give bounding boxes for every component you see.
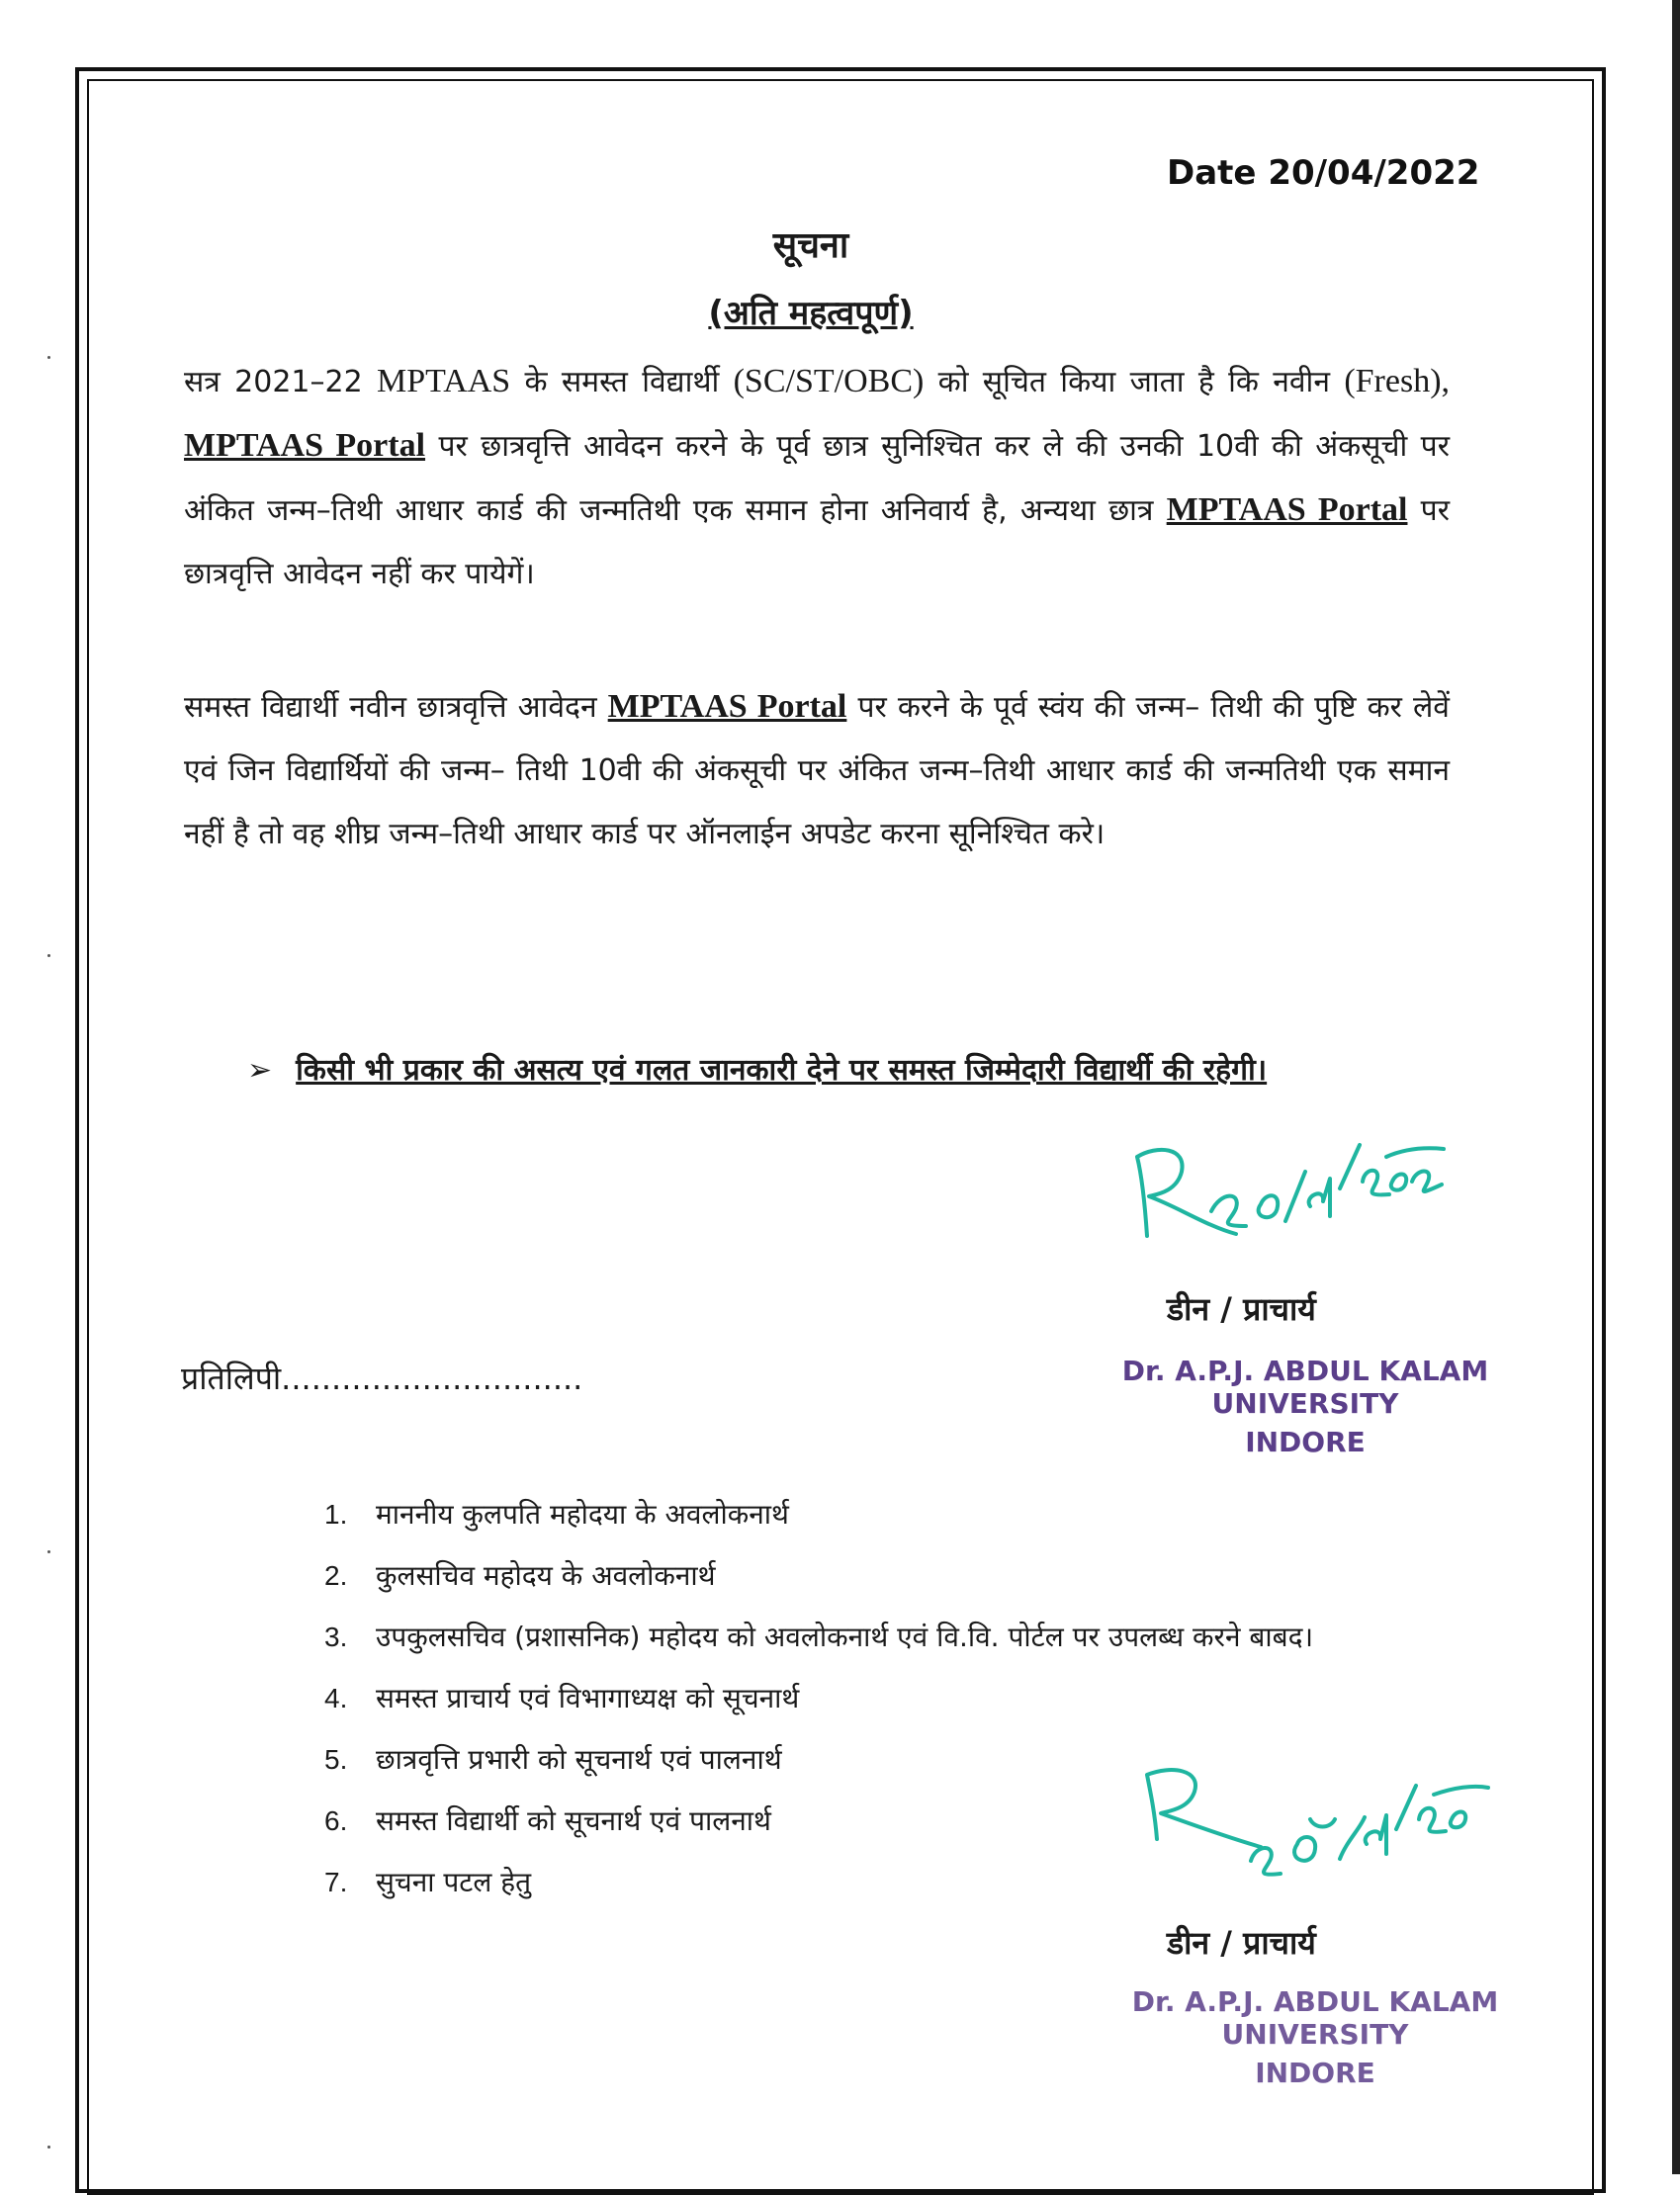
list-item: 2. कुलसचिव महोदय के अवलोकनार्थ	[324, 1559, 716, 1592]
arrow-bullet-icon: ➢	[247, 1053, 273, 1088]
list-item: 4. समस्त प्राचार्य एवं विभागाध्यक्ष को सूचनार्थ	[324, 1682, 800, 1714]
p1-text: सत्र 2021–22	[184, 365, 378, 399]
scan-speck	[47, 2146, 50, 2149]
scan-edge	[1672, 0, 1680, 2174]
stamp-city: INDORE	[1245, 1426, 1366, 1458]
stamp-university-name: Dr. A.P.J. ABDUL KALAM UNIVERSITY	[1121, 1355, 1489, 1420]
handwritten-signature	[1127, 1127, 1463, 1285]
notice-paragraph-2	[184, 675, 1450, 866]
notice-date: Date 20/04/2022	[1167, 153, 1480, 193]
copy-to-label: प्रतिलिपी..............................	[181, 1360, 583, 1397]
scan-speck	[47, 954, 50, 957]
notice-subtitle: (अति महत्वपूर्ण)	[708, 294, 914, 333]
list-item: 3. उपकुलसचिव (प्रशासनिक) महोदय को अवलोकनार्थ एवं वि.वि. पोर्टल पर उपलब्ध करने बाबद।	[324, 1621, 1314, 1653]
university-stamp	[1048, 1355, 1562, 1458]
p2-portal-name: MPTAAS Portal	[607, 688, 847, 725]
stamp-city: INDORE	[1255, 2057, 1375, 2089]
warning-line	[247, 1048, 1267, 1089]
p1-mptaas: MPTAAS	[377, 363, 511, 399]
p1-text: पर छात्रवृत्ति आवेदन करने के पूर्व छात्र सुनिश्चित कर ले की उनकी 10वी की अंकसूची पर अंकित जन्म–तिथी आधार कार्ड की जन्मतिथी एक समान होना अनिवार्य है, अन्यथा छात्र	[184, 429, 1450, 528]
warning-text: किसी भी प्रकार की असत्य एवं गलत जानकारी देने पर समस्त जिम्मेदारी विद्यार्थी की रहेगी।	[296, 1053, 1268, 1088]
signatory-role: डीन / प्राचार्य	[1167, 1290, 1316, 1328]
p1-text: पर छात्रवृत्ति आवेदन नहीं कर पायेगें।	[184, 493, 1450, 591]
p2-text: पर करने के पूर्व स्वंय की जन्म– तिथी की पुष्टि कर लेवें एवं जिन विद्यार्थियों की जन्म– तिथी 10वी की अंकसूची पर अंकित जन्म–तिथी आधार कार्ड की जन्मतिथी एक समान नहीं है तो वह शीघ्र जन्म–तिथी आधार कार्ड पर ऑनलाईन अपडेट करना सूनिश्चित करे।	[184, 690, 1450, 851]
list-item: 6. समस्त विद्यार्थी को सूचनार्थ एवं पालनार्थ	[324, 1804, 771, 1837]
notice-title: सूचना	[772, 225, 849, 266]
university-stamp	[1058, 1985, 1572, 2089]
scan-speck	[47, 356, 50, 359]
list-item: 1. माननीय कुलपति महोदया के अवलोकनार्थ	[324, 1498, 789, 1531]
notice-paragraph-1	[184, 350, 1450, 606]
stamp-university-name: Dr. A.P.J. ABDUL KALAM UNIVERSITY	[1131, 1985, 1499, 2051]
signatory-role: डीन / प्राचार्य	[1167, 1924, 1316, 1962]
p1-text: को सूचित किया जाता है कि नवीन	[924, 365, 1345, 399]
p1-category: (SC/ST/OBC)	[733, 363, 925, 399]
list-item: 5. छात्रवृत्ति प्रभारी को सूचनार्थ एवं पालनार्थ	[324, 1743, 782, 1776]
list-item: 7. सुचना पटल हेतु	[324, 1866, 532, 1898]
p2-text: समस्त विद्यार्थी नवीन छात्रवृत्ति आवेदन	[184, 690, 608, 725]
scan-speck	[47, 1550, 50, 1553]
p1-fresh: (Fresh),	[1344, 363, 1451, 399]
handwritten-signature	[1137, 1750, 1493, 1918]
p1-portal-name: MPTAAS Portal	[1166, 491, 1408, 528]
p1-portal-name: MPTAAS Portal	[184, 427, 426, 464]
p1-text: के समस्त विद्यार्थी	[510, 365, 734, 399]
